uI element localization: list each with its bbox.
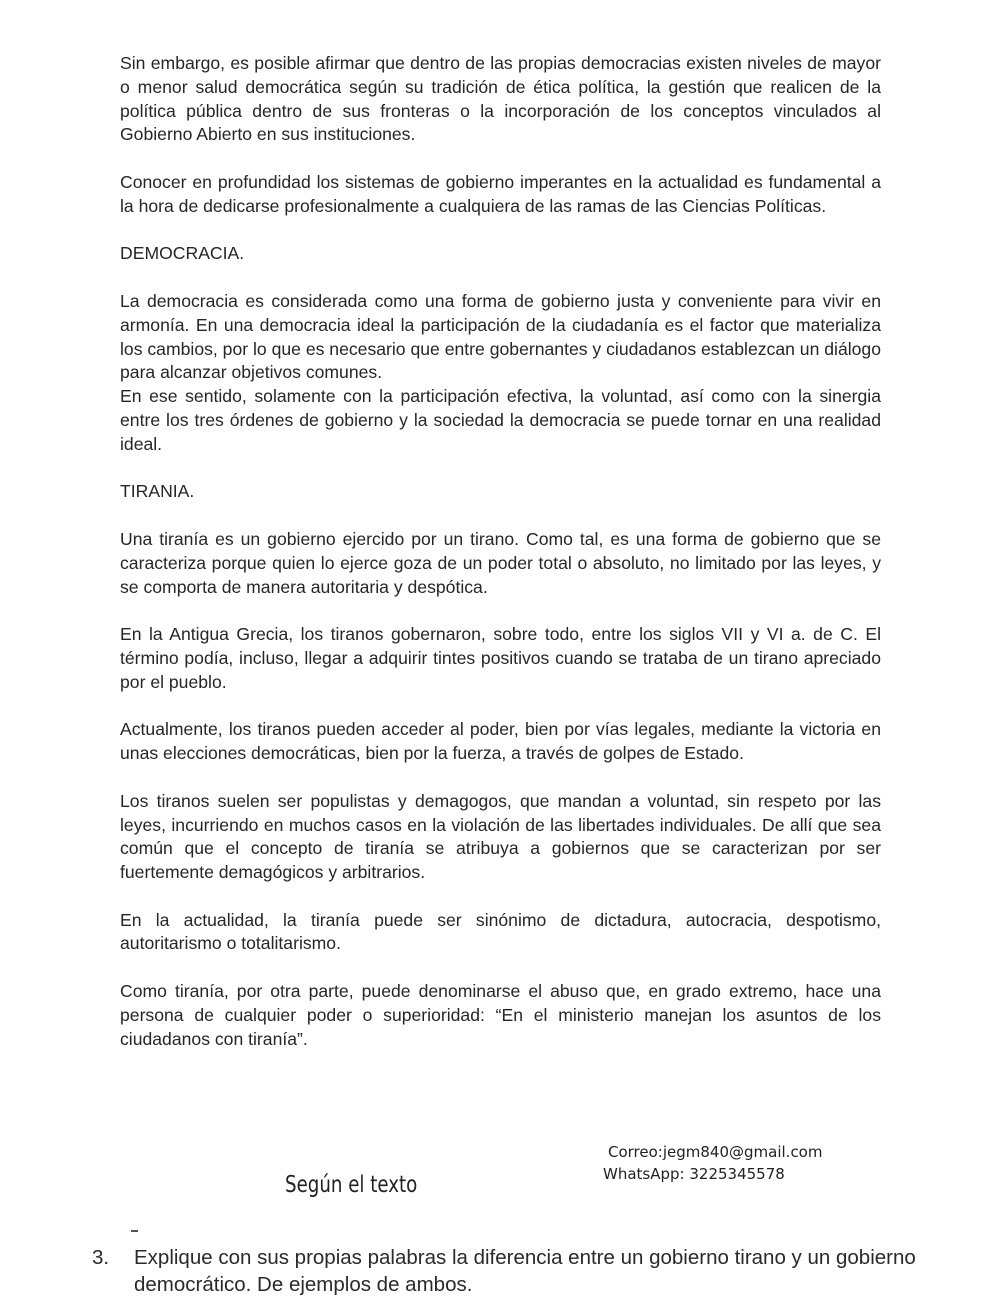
paragraph-tirania-2: En la Antigua Grecia, los tiranos gobernaron, sobre todo, entre los siglos VII y VI a. de C. El término podía, incluso, llegar a adquirir tintes positivos cuando se trataba de un tirano apreciado por el pueblo. xyxy=(120,624,881,692)
paragraph-tirania-4: Los tiranos suelen ser populistas y demagogos, que mandan a voluntad, sin respeto por las leyes, incurriendo en muchos casos en la violación de las libertades individuales. De allí que sea común que el concepto de tiranía se atribuya a gobiernos que se caracterizan por ser fuertemente demagógicos y arbitrarios. xyxy=(120,790,881,883)
paragraph-intro: Sin embargo, es posible afirmar que dentro de las propias democracias existen niveles de mayor o menor salud democrática según su tradición de ética política, la gestión que realicen de la política pública dentro de sus fronteras o la incorporación de los conceptos vinculados al Gobierno Abierto en sus instituciones. xyxy=(120,53,881,145)
paragraph-democracia-1: La democracia es considerada como una forma de gobierno justa y conveniente para vivir en armonía. En una democracia ideal la participación de la ciudadanía es el factor que materializa los cambios, por lo que es necesario que entre gobernantes y ciudadanos establezcan un diálogo para alcanzar objetivos comunes. xyxy=(120,290,881,383)
paragraph-tirania-6: Como tiranía, por otra parte, puede denominarse el abuso que, en grado extremo, hace una persona de cualquier poder o superioridad: “En el ministerio manejan los asuntos de los ciudadanos con tiranía”. xyxy=(120,981,881,1049)
scan-mark xyxy=(131,1230,138,1232)
paragraph-sistemas: Conocer en profundidad los sistemas de gobierno imperantes en la actualidad es fundamental a la hora de dedicarse profesionalmente a cualquiera de las ramas de las Ciencias Políticas. xyxy=(120,171,881,216)
heading-tirania: TIRANIA. xyxy=(120,481,195,502)
document-body xyxy=(120,52,881,1075)
contact-whatsapp: WhatsApp: 3225345578 xyxy=(603,1165,785,1183)
question-text: Explique con sus propias palabras la diferencia entre un gobierno tirano y un gobierno democrático. De ejemplos de ambos. xyxy=(134,1246,916,1296)
paragraph-democracia-2: En ese sentido, solamente con la participación efectiva, la voluntad, así como con la sinergia entre los tres órdenes de gobierno y la sociedad la democracia se puede tornar en una realidad ideal. xyxy=(120,386,881,454)
contact-info xyxy=(603,1141,822,1185)
caption-segun-el-texto: Según el texto xyxy=(285,1172,418,1198)
question-number: 3. xyxy=(92,1246,110,1269)
paragraph-tirania-5: En la actualidad, la tiranía puede ser sinónimo de dictadura, autocracia, despotismo, autoritarismo o totalitarismo. xyxy=(120,909,881,954)
contact-email: Correo:jegm840@gmail.com xyxy=(608,1143,823,1161)
heading-democracia: DEMOCRACIA. xyxy=(120,243,245,264)
paragraph-tirania-3: Actualmente, los tiranos pueden acceder al poder, bien por vías legales, mediante la victoria en unas elecciones democráticas, bien por la fuerza, a través de golpes de Estado. xyxy=(120,719,881,764)
paragraph-tirania-1: Una tiranía es un gobierno ejercido por un tirano. Como tal, es una forma de gobierno que se caracteriza porque quien lo ejerce goza de un poder total o absoluto, no limitado por las leyes, y se comporta de manera autoritaria y despótica. xyxy=(120,528,881,597)
